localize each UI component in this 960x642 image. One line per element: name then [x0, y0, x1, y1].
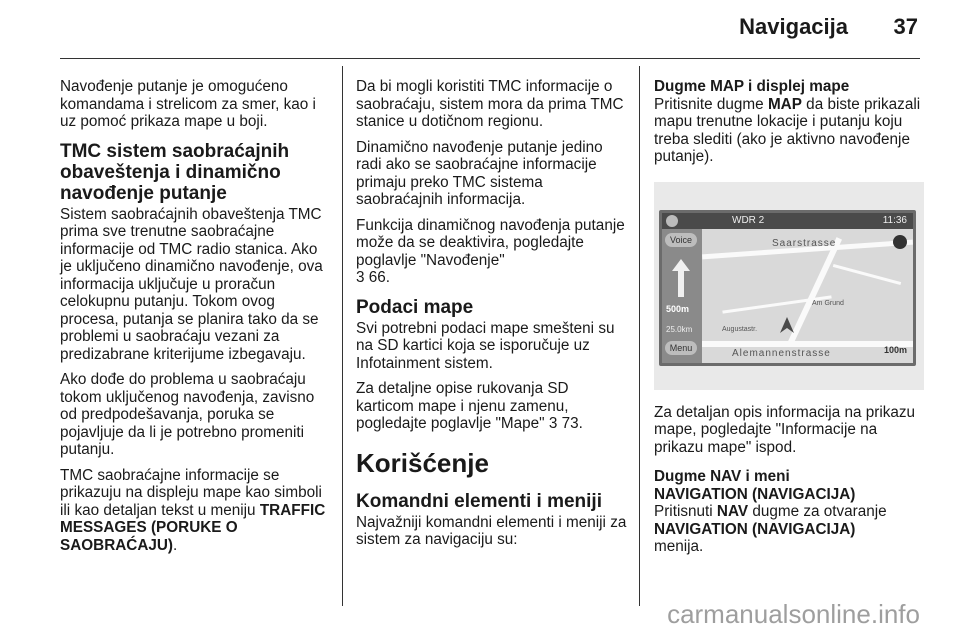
text-span: Funkcija dinamičnog navođenja putanje može da se deaktivira, pogledajte poglavlje "Navođenje" — [356, 216, 625, 269]
street-name-bottom: Alemannenstrasse — [732, 347, 831, 359]
map-view — [662, 213, 913, 363]
map-button-paragraph — [654, 96, 924, 166]
nav-menu-subheading: NAVIGATION (NAVIGACIJA) — [654, 485, 856, 503]
navigation-screen-figure — [654, 182, 924, 390]
text-span: da biste prikazali mapu trenutne lokacije i putanju koju treba slediti (ako je aktivno navođenje putanje). — [654, 95, 921, 165]
text-span: Pritisnite dugme — [654, 95, 768, 113]
text-span: TMC saobraćajne informacije se prikazuju na displeju mape kao simboli ili kao detaljan tekst u meniju — [60, 466, 322, 519]
section-title: Navigacija — [739, 14, 848, 39]
text-span: dugme za otvaranje — [748, 503, 887, 520]
intro-paragraph: Navođenje putanje je omogućeno komandama i strelicom za smer, kao i uz pomoć prikaza mape u boji. — [60, 78, 316, 130]
column-divider-1 — [342, 66, 343, 606]
menu-button[interactable]: Menu — [665, 341, 697, 355]
sd-card-details-paragraph: Za detaljne opise rukovanja SD karticom mape i njenu zamenu, pogledajte poglavlje "Mape" 3 73. — [356, 380, 583, 432]
compass-icon — [893, 235, 907, 249]
page-number: 37 — [893, 14, 918, 39]
guidance-sidebar — [662, 229, 702, 363]
display-frame — [659, 210, 916, 366]
car-position-icon — [780, 317, 794, 333]
map-button-subheading: Dugme MAP i displej mape — [654, 78, 850, 95]
map-info-paragraph: Za detaljan opis informacija na prikazu mape, pogledajte "Informacije na prikazu mape" ispod. — [654, 403, 916, 456]
sd-card-paragraph: Svi potrebni podaci mape smešteni su na SD kartici koja se isporučuje uz Infotainment sistem. — [356, 319, 615, 372]
nav-button-paragraph — [654, 503, 924, 556]
radio-station: WDR 2 — [732, 214, 765, 226]
traffic-problem-paragraph: Ako dođe do problema u saobraćaju tokom uključenog navođenja, zavisno od predpodešavanja, poruka se pojavljuje da li je potrebno promeniti putanju. — [60, 371, 315, 458]
watermark: carmanualsonline.info — [667, 599, 920, 629]
dynamic-guidance-paragraph: Dinamično navođenje putanje jedino radi ako se saobraćajne informacije primaju preko TMC sistema saobraćajnih informacija. — [356, 138, 603, 208]
traffic-messages-paragraph — [60, 467, 330, 555]
street-name-top: Saarstrasse — [772, 237, 837, 249]
tmc-reception-paragraph: Da bi mogli koristiti TMC informacije o saobraćaju, sistem mora da prima TMC stanice u dotičnom regionu. — [356, 78, 624, 130]
column-3 — [654, 78, 924, 564]
turn-arrow-icon — [670, 257, 692, 297]
deactivate-paragraph — [356, 217, 628, 287]
nav-button-name: NAV — [716, 503, 749, 520]
home-icon — [666, 215, 678, 227]
controls-paragraph: Najvažniji komandni elementi i meniji za sistem za navigaciju su: — [356, 513, 627, 548]
header-rule — [60, 58, 920, 59]
nav-button-subheading: Dugme NAV i meni — [654, 468, 790, 485]
road — [833, 263, 901, 284]
text-span: Pritisnuti — [654, 503, 717, 520]
street-name-mid: Augustastr. — [722, 325, 758, 333]
text-span: menija. — [654, 538, 704, 555]
street-name-mid: Am Grund — [812, 299, 844, 307]
usage-heading: Korišćenje — [356, 447, 489, 478]
voice-button[interactable]: Voice — [665, 233, 697, 247]
nav-menu-name: NAVIGATION (NAVIGACIJA) — [654, 520, 856, 538]
traffic-messages-menu-name: TRAFFIC MESSAGES (PORUKE O SAOBRAĆAJU) — [60, 501, 326, 554]
remaining-distance: 25.0km — [666, 324, 693, 334]
tmc-heading: TMC sistem saobraćajnih obaveštenja i dinamično navođenje putanje — [60, 140, 290, 204]
status-bar — [662, 213, 913, 229]
column-1 — [60, 78, 330, 562]
map-data-heading: Podaci mape — [356, 296, 474, 318]
column-divider-2 — [639, 66, 640, 606]
map-button-name: MAP — [767, 95, 802, 113]
turn-distance: 500m — [666, 303, 690, 314]
map-scale: 100m — [883, 345, 907, 355]
clock: 11:36 — [882, 214, 907, 226]
column-2 — [356, 78, 628, 557]
controls-heading: Komandni elementi i meniji — [356, 490, 602, 512]
text-span: . — [173, 536, 178, 554]
page-reference: 3 66. — [356, 269, 391, 286]
tmc-paragraph: Sistem saobraćajnih obaveštenja TMC prima sve trenutne saobraćajne informacije od TMC radio stanica. Ako je uključeno dinamično navođenje, ova informacija uključuje u proračun celokupnu putanju. Tokom ovog procesa, putanja se planira tako da se problemi u saobraćaju vezani za predizabrane kriterijume izbegavaju. — [60, 205, 323, 363]
